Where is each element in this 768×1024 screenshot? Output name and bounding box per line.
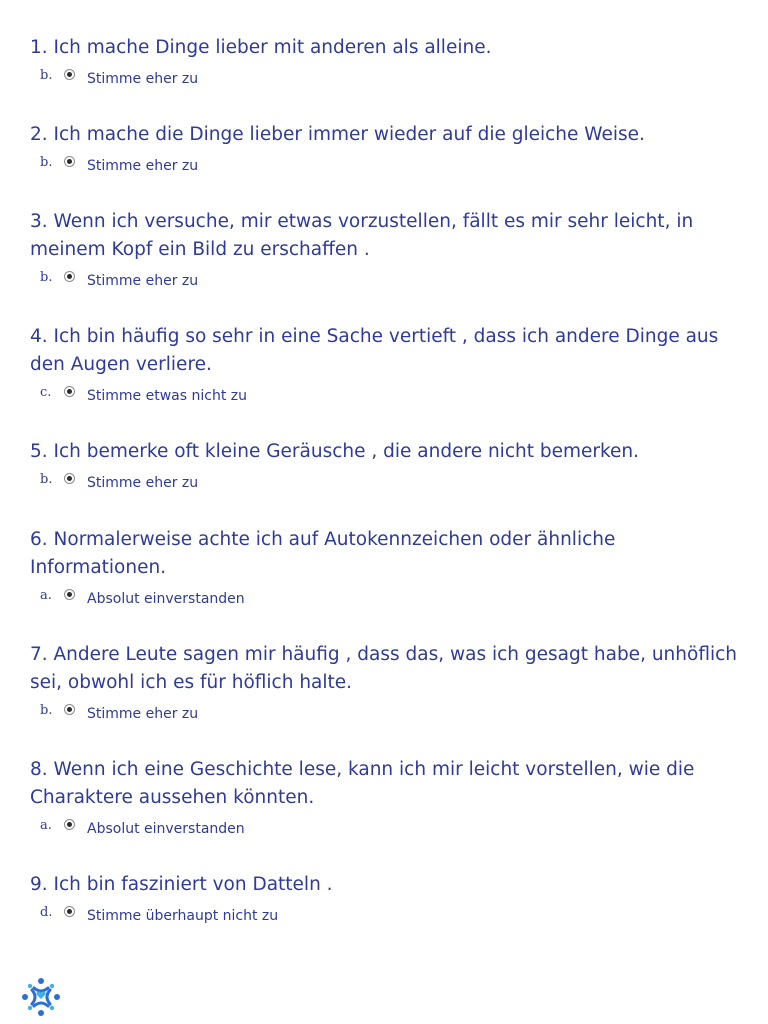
question-4	[30, 323, 740, 406]
answer-letter: c.	[40, 385, 52, 400]
question-text: 8. Wenn ich eine Geschichte lese, kann ich mir leicht vorstellen, wie die Charaktere aussehen könnten.	[30, 759, 695, 808]
answer-letter: a.	[40, 818, 52, 833]
answer-label: Absolut einverstanden	[87, 821, 245, 837]
answer-label: Stimme eher zu	[87, 475, 199, 491]
question-text: 3. Wenn ich versuche, mir etwas vorzustellen, fällt es mir sehr leicht, in meinem Kopf ein Bild zu erschaffen .	[30, 211, 694, 260]
question-5	[30, 438, 740, 493]
answer-row	[30, 704, 740, 724]
answer-label: Stimme eher zu	[87, 158, 199, 174]
answer-letter: b.	[40, 270, 53, 285]
answer-label: Stimme eher zu	[87, 71, 199, 87]
answer-row	[30, 69, 740, 89]
answer-letter: b.	[40, 155, 53, 170]
question-3	[30, 208, 740, 291]
answer-letter: a.	[40, 588, 52, 603]
answer-row	[30, 386, 740, 406]
question-text: 6. Normalerweise achte ich auf Autokennzeichen oder ähnliche Informationen.	[30, 529, 616, 578]
answer-letter: b.	[40, 472, 53, 487]
answer-label: Stimme eher zu	[87, 706, 199, 722]
radio-selected-icon[interactable]	[64, 704, 75, 715]
radio-selected-icon[interactable]	[64, 589, 75, 600]
question-9	[30, 871, 740, 926]
radio-selected-icon[interactable]	[64, 386, 75, 397]
radio-selected-icon[interactable]	[64, 819, 75, 830]
answer-row	[30, 589, 740, 609]
question-text: 9. Ich bin fasziniert von Datteln .	[30, 874, 333, 895]
answer-letter: b.	[40, 68, 53, 83]
question-text: 7. Andere Leute sagen mir häufig , dass das, was ich gesagt habe, unhöflich sei, obwohl ich es für höflich halte.	[30, 644, 738, 693]
answer-row	[30, 906, 740, 926]
radio-selected-icon[interactable]	[64, 473, 75, 484]
radio-selected-icon[interactable]	[64, 906, 75, 917]
question-text: 1. Ich mache Dinge lieber mit anderen als alleine.	[30, 37, 492, 58]
answer-label: Stimme überhaupt nicht zu	[87, 908, 279, 924]
radio-selected-icon[interactable]	[64, 156, 75, 167]
radio-selected-icon[interactable]	[64, 69, 75, 80]
answer-letter: b.	[40, 703, 53, 718]
answer-label: Stimme etwas nicht zu	[87, 388, 247, 404]
question-text: 2. Ich mache die Dinge lieber immer wieder auf die gleiche Weise.	[30, 124, 645, 145]
question-2	[30, 121, 740, 176]
answer-label: Absolut einverstanden	[87, 591, 245, 607]
radio-selected-icon[interactable]	[64, 271, 75, 282]
answer-row	[30, 156, 740, 176]
answer-label: Stimme eher zu	[87, 273, 199, 289]
answer-row	[30, 473, 740, 493]
question-8	[30, 756, 740, 839]
question-1	[30, 34, 740, 89]
question-text: 4. Ich bin häufig so sehr in eine Sache vertieft , dass ich andere Dinge aus den Augen verliere.	[30, 326, 719, 375]
people-circle-logo-icon	[20, 976, 62, 1018]
answer-letter: d.	[40, 905, 53, 920]
answer-row	[30, 271, 740, 291]
answer-row	[30, 819, 740, 839]
question-text: 5. Ich bemerke oft kleine Geräusche , die andere nicht bemerken.	[30, 441, 640, 462]
question-6	[30, 526, 740, 609]
question-7	[30, 641, 740, 724]
